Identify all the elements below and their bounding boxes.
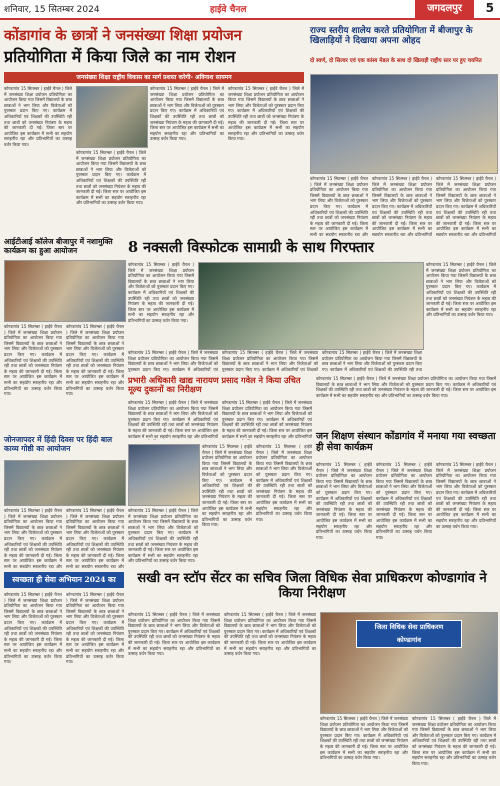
story7-col1: कोण्डागांव 15 सितम्बर ( हाईवे चैनल ) जिले में जनसंख्या शिक्षा प्रयोजन प्रतियोगिता का आयोजन किया गया जिसमें विद्यालयों के छात्र छात्राओं ने भाग लिया और विजेताओं को पुरस्कार प्रदान किए गए। कार्यक्रम में अधिकारियों एवं शिक्षकों की उपस्थिति रही तथा छात्रों को जनसंख्या नियंत्रण के महत्व की जानकारी दी गई। जिला स्तर पर आयोजित इस कार्यक्रम में सभी का सहयोग सराहनीय रहा और प्रतिभागियों का उत्साह वर्धन किया गया। [316, 462, 372, 540]
story1-col3: कोण्डागांव 15 सितम्बर ( हाईवे चैनल ) जिले में जनसंख्या शिक्षा प्रयोजन प्रतियोगिता का आयोजन किया गया जिसमें विद्यालयों के छात्र छात्राओं ने भाग लिया और विजेताओं को पुरस्कार प्रदान किए गए। कार्यक्रम में अधिकारियों एवं शिक्षकों की उपस्थिति रही तथा छात्रों को जनसंख्या नियंत्रण के महत्व की जानकारी दी गई। जिला स्तर पर आयोजित इस कार्यक्रम में सभी का सहयोग सराहनीय रहा और प्रतिभागियों का उत्साह वर्धन किया गया। [150, 86, 224, 142]
story6-photo-2 [128, 444, 200, 506]
story6-col5: कोण्डागांव 15 सितम्बर ( हाईवे चैनल ) जिले में जनसंख्या शिक्षा प्रयोजन प्रतियोगिता का आयोजन किया गया जिसमें विद्यालयों के छात्र छात्राओं ने भाग लिया और विजेताओं को पुरस्कार प्रदान किए गए। कार्यक्रम में अधिकारियों एवं शिक्षकों की उपस्थिति रही तथा छात्रों को जनसंख्या नियंत्रण के महत्व की जानकारी दी गई। जिला स्तर पर आयोजित इस कार्यक्रम में सभी का सहयोग सराहनीय रहा और प्रतिभागियों का उत्साह वर्धन किया गया। [128, 508, 198, 564]
story8-col1: कोण्डागांव 15 सितम्बर ( हाईवे चैनल ) जिले में जनसंख्या शिक्षा प्रयोजन प्रतियोगिता का आयोजन किया गया जिसमें विद्यालयों के छात्र छात्राओं ने भाग लिया और विजेताओं को पुरस्कार प्रदान किए गए। कार्यक्रम में अधिकारियों एवं शिक्षकों की उपस्थिति रही तथा छात्रों को जनसंख्या नियंत्रण के महत्व की जानकारी दी गई। जिला स्तर पर आयोजित इस कार्यक्रम में सभी का सहयोग सराहनीय रहा और प्रतिभागियों का उत्साह वर्धन किया गया। [4, 592, 62, 665]
city-label: जगदलपुर [415, 0, 474, 18]
story6-col2: कोण्डागांव 15 सितम्बर ( हाईवे चैनल ) जिले में जनसंख्या शिक्षा प्रयोजन प्रतियोगिता का आयोजन किया गया जिसमें विद्यालयों के छात्र छात्राओं ने भाग लिया और विजेताओं को पुरस्कार प्रदान किए गए। कार्यक्रम में अधिकारियों एवं शिक्षकों की उपस्थिति रही तथा छात्रों को जनसंख्या नियंत्रण के महत्व की जानकारी दी गई। जिला स्तर पर आयोजित इस कार्यक्रम में सभी का सहयोग सराहनीय रहा और [66, 508, 124, 568]
story2-col3: कोण्डागांव 15 सितम्बर ( हाईवे चैनल ) जिले में जनसंख्या शिक्षा प्रयोजन प्रतियोगिता का आयोजन किया गया जिसमें विद्यालयों के छात्र छात्राओं ने भाग लिया और विजेताओं को पुरस्कार प्रदान किए गए। कार्यक्रम में अधिकारियों एवं शिक्षकों की उपस्थिति रही तथा छात्रों को जनसंख्या नियंत्रण के महत्व की जानकारी दी गई। जिला स्तर पर आयोजित इस कार्यक्रम में सभी का सहयोग सराहनीय रहा और प्रतिभागियों [436, 176, 496, 236]
story9-col3: कोण्डागांव 15 सितम्बर ( हाईवे चैनल ) जिले में जनसंख्या शिक्षा प्रयोजन प्रतियोगिता का आयोजन किया गया जिसमें विद्यालयों के छात्र छात्राओं ने भाग लिया और विजेताओं को पुरस्कार प्रदान किए गए। कार्यक्रम में अधिकारियों एवं शिक्षकों की उपस्थिति रही तथा छात्रों को जनसंख्या नियंत्रण के महत्व की जानकारी दी गई। जिला स्तर पर आयोजित इस कार्यक्रम में सभी का सहयोग सराहनीय रहा और प्रतिभागियों का उत्साह वर्धन किया गया। [320, 716, 408, 761]
story3-col1: कोण्डागांव 15 सितम्बर ( हाईवे चैनल ) जिले में जनसंख्या शिक्षा प्रयोजन प्रतियोगिता का आयोजन किया गया जिसमें विद्यालयों के छात्र छात्राओं ने भाग लिया और विजेताओं को पुरस्कार प्रदान किए गए। कार्यक्रम में अधिकारियों एवं शिक्षकों की उपस्थिति रही तथा छात्रों को जनसंख्या नियंत्रण के महत्व की जानकारी दी गई। जिला स्तर पर आयोजित इस कार्यक्रम में सभी का सहयोग सराहनीय रहा और प्रतिभागियों का उत्साह वर्धन किया गया। [4, 324, 62, 397]
story1-col1: कोण्डागांव 15 सितम्बर ( हाईवे चैनल ) जिले में जनसंख्या शिक्षा प्रयोजन प्रतियोगिता का आयोजन किया गया जिसमें विद्यालयों के छात्र छात्राओं ने भाग लिया और विजेताओं को पुरस्कार प्रदान किए गए। कार्यक्रम में अधिकारियों एवं शिक्षकों की उपस्थिति रही तथा छात्रों को जनसंख्या नियंत्रण के महत्व की जानकारी दी गई। जिला स्तर पर आयोजित इस कार्यक्रम में सभी का सहयोग सराहनीय रहा और प्रतिभागियों का उत्साह वर्धन किया गया। [4, 86, 72, 147]
story5-col3: कोण्डागांव 15 सितम्बर ( हाईवे चैनल ) जिले में जनसंख्या शिक्षा प्रयोजन प्रतियोगिता का आयोजन किया गया जिसमें विद्यालयों के छात्र छात्राओं ने भाग लिया और विजेताओं को पुरस्कार प्रदान किए गए। कार्यक्रम में अधिकारियों एवं शिक्षकों की उपस्थिति रही तथा छात्रों को जनसंख्या नियंत्रण के महत्व की जानकारी दी गई। जिला स्तर पर आयोजित इस कार्यक्रम में सभी का सहयोग सराहनीय रहा और प्रतिभागियों का उत्साह वर्धन किया गया। [316, 376, 496, 398]
story3-col2: कोण्डागांव 15 सितम्बर ( हाईवे चैनल ) जिले में जनसंख्या शिक्षा प्रयोजन प्रतियोगिता का आयोजन किया गया जिसमें विद्यालयों के छात्र छात्राओं ने भाग लिया और विजेताओं को पुरस्कार प्रदान किए गए। कार्यक्रम में अधिकारियों एवं शिक्षकों की उपस्थिति रही तथा छात्रों को जनसंख्या नियंत्रण के महत्व की जानकारी दी गई। जिला स्तर पर आयोजित इस कार्यक्रम में सभी का सहयोग सराहनीय रहा और प्रतिभागियों का उत्साह वर्धन किया गया। [66, 324, 124, 397]
story2-col1: कोण्डागांव 15 सितम्बर ( हाईवे चैनल ) जिले में जनसंख्या शिक्षा प्रयोजन प्रतियोगिता का आयोजन किया गया जिसमें विद्यालयों के छात्र छात्राओं ने भाग लिया और विजेताओं को पुरस्कार प्रदान किए गए। कार्यक्रम में अधिकारियों एवं शिक्षकों की उपस्थिति रही तथा छात्रों को जनसंख्या नियंत्रण के महत्व की जानकारी दी गई। जिला स्तर पर आयोजित इस कार्यक्रम में सभी का सहयोग सराहनीय रहा और [310, 176, 368, 236]
story7-headline: जन शिक्षण संस्थान कोंडागांव में मनाया गया स्वच्छता ही सेवा कार्यक्रम [316, 431, 496, 453]
story6-headline: जोनजापदर में हिंदी दिवस पर हिंदी बाल काव्य गोष्ठी का आयोजन [4, 435, 113, 453]
story4-col1: कोण्डागांव 15 सितम्बर ( हाईवे चैनल ) जिले में जनसंख्या शिक्षा प्रयोजन प्रतियोगिता का आयोजन किया गया जिसमें विद्यालयों के छात्र छात्राओं ने भाग लिया और विजेताओं को पुरस्कार प्रदान किए गए। कार्यक्रम में अधिकारियों एवं शिक्षकों की उपस्थिति रही तथा छात्रों को जनसंख्या नियंत्रण के महत्व की जानकारी दी गई। जिला स्तर पर आयोजित इस कार्यक्रम में सभी का सहयोग सराहनीय रहा और प्रतिभागियों का उत्साह वर्धन किया गया। [128, 262, 194, 323]
story8-headline: स्वच्छता ही सेवा अभियान 2024 का शुभारंभ [4, 572, 124, 588]
story1-headline-1: कोंडागांव के छात्रों ने जनसंख्या शिक्षा प्रयोजन [4, 27, 242, 44]
story2-headline: राज्य स्तरीय शालेय करते प्रतियोगिता में बीजापुर के खिलाड़ियों ने दिखाया अपना ओहद [310, 26, 473, 47]
legal-banner [356, 620, 462, 648]
story6-col4: कोण्डागांव 15 सितम्बर ( हाईवे चैनल ) जिले में जनसंख्या शिक्षा प्रयोजन प्रतियोगिता का आयोजन किया गया जिसमें विद्यालयों के छात्र छात्राओं ने भाग लिया और विजेताओं को पुरस्कार प्रदान किए गए। कार्यक्रम में अधिकारियों एवं शिक्षकों की उपस्थिति रही तथा छात्रों को जनसंख्या नियंत्रण के महत्व की जानकारी दी गई। जिला स्तर पर आयोजित इस कार्यक्रम में सभी का सहयोग सराहनीय रहा और प्रतिभागियों का उत्साह वर्धन किया गया। [256, 444, 312, 522]
story3-headline: आईटीआई कॉलेज बीजापुर में नशामुक्ति कार्यक्रम का हुआ आयोजन [4, 237, 113, 255]
story1-photo [76, 86, 148, 148]
date-label: शनिवार, 15 सितम्बर 2024 [4, 5, 100, 15]
story5-headline: प्रभारी अधिकारी खाद्य नारायण प्रसाद गवेल ने किया उचित मूल्य दुकानों का निरीक्षण [128, 375, 301, 395]
story9-col1: कोण्डागांव 15 सितम्बर ( हाईवे चैनल ) जिले में जनसंख्या शिक्षा प्रयोजन प्रतियोगिता का आयोजन किया गया जिसमें विद्यालयों के छात्र छात्राओं ने भाग लिया और विजेताओं को पुरस्कार प्रदान किए गए। कार्यक्रम में अधिकारियों एवं शिक्षकों की उपस्थिति रही तथा छात्रों को जनसंख्या नियंत्रण के महत्व की जानकारी दी गई। जिला स्तर पर आयोजित इस कार्यक्रम में सभी का सहयोग सराहनीय रहा और प्रतिभागियों का उत्साह वर्धन किया गया। [128, 612, 220, 657]
story7-col3: कोण्डागांव 15 सितम्बर ( हाईवे चैनल ) जिले में जनसंख्या शिक्षा प्रयोजन प्रतियोगिता का आयोजन किया गया जिसमें विद्यालयों के छात्र छात्राओं ने भाग लिया और विजेताओं को पुरस्कार प्रदान किए गए। कार्यक्रम में अधिकारियों एवं शिक्षकों की उपस्थिति रही तथा छात्रों को जनसंख्या नियंत्रण के महत्व की जानकारी दी गई। जिला स्तर पर आयोजित इस कार्यक्रम में सभी का सहयोग सराहनीय रहा और प्रतिभागियों का उत्साह वर्धन किया गया। [436, 462, 496, 529]
story4-col5: कोण्डागांव 15 सितम्बर ( हाईवे चैनल ) जिले में जनसंख्या शिक्षा प्रयोजन प्रतियोगिता का आयोजन किया गया जिसमें विद्यालयों के छात्र छात्राओं ने भाग लिया और विजेताओं को पुरस्कार प्रदान किए गए। कार्यक्रम में अधिकारियों एवं शिक्षकों की उपस्थिति रही तथा [322, 350, 422, 372]
story5-col1: कोण्डागांव 15 सितम्बर ( हाईवे चैनल ) जिले में जनसंख्या शिक्षा प्रयोजन प्रतियोगिता का आयोजन किया गया जिसमें विद्यालयों के छात्र छात्राओं ने भाग लिया और विजेताओं को पुरस्कार प्रदान किए गए। कार्यक्रम में अधिकारियों एवं शिक्षकों की उपस्थिति रही तथा छात्रों को जनसंख्या नियंत्रण के महत्व की जानकारी दी गई। जिला स्तर पर आयोजित इस कार्यक्रम में सभी का सहयोग सराहनीय रहा और प्रतिभागियों [128, 400, 218, 439]
story9-headline: सखी वन स्टॉप सेंटर का सचिव जिला विधिक सेवा प्राधिकरण कोण्डागांव ने किया निरीक्षण [137, 571, 487, 601]
story6-col1: कोण्डागांव 15 सितम्बर ( हाईवे चैनल ) जिले में जनसंख्या शिक्षा प्रयोजन प्रतियोगिता का आयोजन किया गया जिसमें विद्यालयों के छात्र छात्राओं ने भाग लिया और विजेताओं को पुरस्कार प्रदान किए गए। कार्यक्रम में अधिकारियों एवं शिक्षकों की उपस्थिति रही तथा छात्रों को जनसंख्या नियंत्रण के महत्व की जानकारी दी गई। जिला स्तर पर आयोजित इस कार्यक्रम में सभी का सहयोग सराहनीय रहा और [4, 508, 62, 568]
story9-col4: कोण्डागांव 15 सितम्बर ( हाईवे चैनल ) जिले में जनसंख्या शिक्षा प्रयोजन प्रतियोगिता का आयोजन किया गया जिसमें विद्यालयों के छात्र छात्राओं ने भाग लिया और विजेताओं को पुरस्कार प्रदान किए गए। कार्यक्रम में अधिकारियों एवं शिक्षकों की उपस्थिति रही तथा छात्रों को जनसंख्या नियंत्रण के महत्व की जानकारी दी गई। जिला स्तर पर आयोजित इस कार्यक्रम में सभी का सहयोग सराहनीय रहा और प्रतिभागियों का उत्साह वर्धन किया गया। [412, 716, 496, 766]
story2-photo [310, 74, 498, 174]
story4-col4: कोण्डागांव 15 सितम्बर ( हाईवे चैनल ) जिले में जनसंख्या शिक्षा प्रयोजन प्रतियोगिता का आयोजन किया गया जिसमें विद्यालयों के छात्र छात्राओं ने भाग लिया और विजेताओं को पुरस्कार प्रदान किए गए। कार्यक्रम में अधिकारियों एवं शिक्षकों [222, 350, 318, 372]
paper-name: हाईवे चैनल [210, 5, 247, 15]
story8-col2: कोण्डागांव 15 सितम्बर ( हाईवे चैनल ) जिले में जनसंख्या शिक्षा प्रयोजन प्रतियोगिता का आयोजन किया गया जिसमें विद्यालयों के छात्र छात्राओं ने भाग लिया और विजेताओं को पुरस्कार प्रदान किए गए। कार्यक्रम में अधिकारियों एवं शिक्षकों की उपस्थिति रही तथा छात्रों को जनसंख्या नियंत्रण के महत्व की जानकारी दी गई। जिला स्तर पर आयोजित इस कार्यक्रम में सभी का सहयोग सराहनीय रहा और प्रतिभागियों का उत्साह वर्धन किया गया। [66, 592, 124, 665]
story4-col3: कोण्डागांव 15 सितम्बर ( हाईवे चैनल ) जिले में जनसंख्या शिक्षा प्रयोजन प्रतियोगिता का आयोजन किया गया जिसमें विद्यालयों के छात्र छात्राओं ने भाग लिया और विजेताओं को पुरस्कार प्रदान किए गए। कार्यक्रम में अधिकारियों एवं [128, 350, 218, 372]
story1-headline-2: प्रतियोगिता में किया जिले का नाम रोशन [4, 47, 236, 66]
story2-subhead: दो स्वर्ण, दो सिल्वर एवं एक कांस्य मेडल के साथ दो खिलाड़ी राष्ट्रीय स्तर पर हुए चयनित [310, 58, 482, 64]
page-header [0, 0, 500, 20]
story3-photo [4, 260, 126, 322]
story1-col2: कोण्डागांव 15 सितम्बर ( हाईवे चैनल ) जिले में जनसंख्या शिक्षा प्रयोजन प्रतियोगिता का आयोजन किया गया जिसमें विद्यालयों के छात्र छात्राओं ने भाग लिया और विजेताओं को पुरस्कार प्रदान किए गए। कार्यक्रम में अधिकारियों एवं शिक्षकों की उपस्थिति रही तथा छात्रों को जनसंख्या नियंत्रण के महत्व की जानकारी दी गई। जिला स्तर पर आयोजित इस कार्यक्रम में सभी का सहयोग सराहनीय रहा और प्रतिभागियों का उत्साह वर्धन किया गया। [76, 150, 146, 206]
page-number: 5 [485, 1, 494, 15]
story4-photo [198, 262, 424, 350]
story4-col2: कोण्डागांव 15 सितम्बर ( हाईवे चैनल ) जिले में जनसंख्या शिक्षा प्रयोजन प्रतियोगिता का आयोजन किया गया जिसमें विद्यालयों के छात्र छात्राओं ने भाग लिया और विजेताओं को पुरस्कार प्रदान किए गए। कार्यक्रम में अधिकारियों एवं शिक्षकों की उपस्थिति रही तथा छात्रों को जनसंख्या नियंत्रण के महत्व की जानकारी दी गई। जिला स्तर पर आयोजित इस कार्यक्रम में सभी का सहयोग सराहनीय रहा और प्रतिभागियों का उत्साह वर्धन किया गया। [426, 262, 496, 318]
story1-col4: कोण्डागांव 15 सितम्बर ( हाईवे चैनल ) जिले में जनसंख्या शिक्षा प्रयोजन प्रतियोगिता का आयोजन किया गया जिसमें विद्यालयों के छात्र छात्राओं ने भाग लिया और विजेताओं को पुरस्कार प्रदान किए गए। कार्यक्रम में अधिकारियों एवं शिक्षकों की उपस्थिति रही तथा छात्रों को जनसंख्या नियंत्रण के महत्व की जानकारी दी गई। जिला स्तर पर आयोजित इस कार्यक्रम में सभी का सहयोग सराहनीय रहा और प्रतिभागियों का उत्साह वर्धन किया गया। [228, 86, 304, 142]
story6-col3: कोण्डागांव 15 सितम्बर ( हाईवे चैनल ) जिले में जनसंख्या शिक्षा प्रयोजन प्रतियोगिता का आयोजन किया गया जिसमें विद्यालयों के छात्र छात्राओं ने भाग लिया और विजेताओं को पुरस्कार प्रदान किए गए। कार्यक्रम में अधिकारियों एवं शिक्षकों की उपस्थिति रही तथा छात्रों को जनसंख्या नियंत्रण के महत्व की जानकारी दी गई। जिला स्तर पर आयोजित इस कार्यक्रम में सभी का सहयोग सराहनीय रहा और प्रतिभागियों का उत्साह वर्धन किया गया। [202, 444, 252, 528]
legal-banner-line1: जिला विधिक सेवा प्राधिकरण [374, 623, 444, 631]
legal-banner-line2: कोण्डागांव [397, 636, 421, 644]
story4-headline: 8 नक्सली विस्फोटक सामाग्री के साथ गिरफ्तार [128, 239, 374, 256]
story7-col2: कोण्डागांव 15 सितम्बर ( हाईवे चैनल ) जिले में जनसंख्या शिक्षा प्रयोजन प्रतियोगिता का आयोजन किया गया जिसमें विद्यालयों के छात्र छात्राओं ने भाग लिया और विजेताओं को पुरस्कार प्रदान किए गए। कार्यक्रम में अधिकारियों एवं शिक्षकों की उपस्थिति रही तथा छात्रों को जनसंख्या नियंत्रण के महत्व की जानकारी दी गई। जिला स्तर पर आयोजित इस कार्यक्रम में सभी का सहयोग सराहनीय रहा और प्रतिभागियों का उत्साह वर्धन किया गया। [376, 462, 432, 540]
story1-strap: जनसंख्या शिक्षा राष्ट्रीय विकास का मार्ग प्रशस्त करेगी- अविनाश सायमन [4, 72, 304, 83]
story5-col2: कोण्डागांव 15 सितम्बर ( हाईवे चैनल ) जिले में जनसंख्या शिक्षा प्रयोजन प्रतियोगिता का आयोजन किया गया जिसमें विद्यालयों के छात्र छात्राओं ने भाग लिया और विजेताओं को पुरस्कार प्रदान किए गए। कार्यक्रम में अधिकारियों एवं शिक्षकों की उपस्थिति रही तथा छात्रों को जनसंख्या नियंत्रण के महत्व की जानकारी दी गई। जिला स्तर पर आयोजित इस कार्यक्रम में सभी का सहयोग सराहनीय रहा और प्रतिभागियों [222, 400, 312, 439]
story6-photo [4, 460, 126, 506]
story9-col2: कोण्डागांव 15 सितम्बर ( हाईवे चैनल ) जिले में जनसंख्या शिक्षा प्रयोजन प्रतियोगिता का आयोजन किया गया जिसमें विद्यालयों के छात्र छात्राओं ने भाग लिया और विजेताओं को पुरस्कार प्रदान किए गए। कार्यक्रम में अधिकारियों एवं शिक्षकों की उपस्थिति रही तथा छात्रों को जनसंख्या नियंत्रण के महत्व की जानकारी दी गई। जिला स्तर पर आयोजित इस कार्यक्रम में सभी का सहयोग सराहनीय रहा और प्रतिभागियों का उत्साह वर्धन किया गया। [224, 612, 316, 657]
story2-col2: कोण्डागांव 15 सितम्बर ( हाईवे चैनल ) जिले में जनसंख्या शिक्षा प्रयोजन प्रतियोगिता का आयोजन किया गया जिसमें विद्यालयों के छात्र छात्राओं ने भाग लिया और विजेताओं को पुरस्कार प्रदान किए गए। कार्यक्रम में अधिकारियों एवं शिक्षकों की उपस्थिति रही तथा छात्रों को जनसंख्या नियंत्रण के महत्व की जानकारी दी गई। जिला स्तर पर आयोजित इस कार्यक्रम में सभी का सहयोग सराहनीय रहा और प्रतिभागियों [372, 176, 432, 236]
